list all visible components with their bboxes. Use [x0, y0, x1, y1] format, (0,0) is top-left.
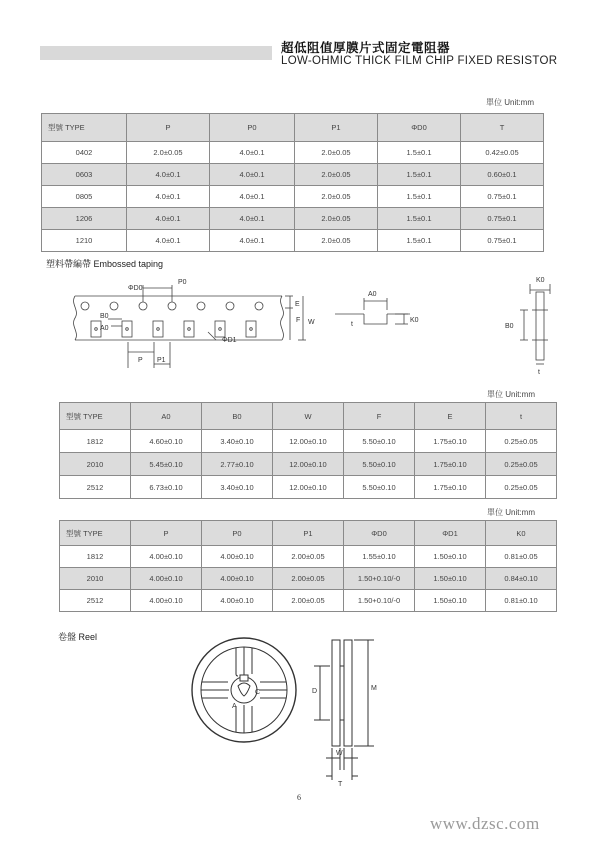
table-cell: 1.5±0.1 — [378, 142, 461, 164]
table-cell: 4.00±0.10 — [131, 546, 202, 568]
table-cell: 2.0±0.05 — [295, 208, 378, 230]
table3-header: P0 — [202, 521, 273, 546]
table-cell: 4.00±0.10 — [202, 568, 273, 590]
table-cell: 2.0±0.05 — [295, 230, 378, 252]
table-cell: 1.5±0.1 — [378, 230, 461, 252]
label-w: W — [308, 319, 315, 326]
title-chinese: 超低阻值厚膜片式固定電阻器 — [281, 41, 451, 55]
table2-unit: 單位 Unit:mm — [487, 390, 535, 399]
table2-header: F — [344, 403, 415, 430]
table-row — [42, 142, 544, 164]
table-row — [60, 590, 557, 612]
table-cell: 1.5±0.1 — [378, 164, 461, 186]
reel-label-c: C — [255, 689, 261, 696]
table-cell: 4.0±0.1 — [210, 164, 295, 186]
table-cell: 1.75±0.10 — [415, 430, 486, 453]
table-cell: 1210 — [42, 230, 127, 252]
table-cell: 0.81±0.10 — [486, 590, 557, 612]
table-row — [60, 568, 557, 590]
table2-header: t — [486, 403, 557, 430]
label-t-end: t — [538, 369, 540, 376]
label-t-side: t — [351, 321, 353, 328]
table-cell: 4.00±0.10 — [131, 590, 202, 612]
table-cell: 2512 — [60, 476, 131, 499]
table-cell: 4.0±0.1 — [210, 142, 295, 164]
table3-header: P — [131, 521, 202, 546]
table-cell: 1206 — [42, 208, 127, 230]
table2-spec — [59, 402, 557, 499]
table-cell: 0603 — [42, 164, 127, 186]
table-row — [42, 230, 544, 252]
label-p1: P1 — [157, 357, 166, 364]
table-row — [42, 164, 544, 186]
table1-header: 型號 TYPE — [42, 114, 127, 142]
table2-header: 型號 TYPE — [60, 403, 131, 430]
table-row — [60, 453, 557, 476]
embossed-taping-diagram — [0, 268, 600, 380]
table-cell: 2.00±0.05 — [273, 546, 344, 568]
table2-header: B0 — [202, 403, 273, 430]
label-e: E — [295, 301, 300, 308]
table-cell: 5.50±0.10 — [344, 476, 415, 499]
table-cell: 1.50±0.10 — [415, 590, 486, 612]
table-cell: 4.0±0.1 — [210, 208, 295, 230]
table-row — [42, 186, 544, 208]
embossed-taping-label: 塑料帶編帶 Embossed taping — [46, 259, 164, 269]
table1-header: P — [127, 114, 210, 142]
table-cell: 0.25±0.05 — [486, 476, 557, 499]
table-cell: 12.00±0.10 — [273, 430, 344, 453]
table-cell: 1.75±0.10 — [415, 453, 486, 476]
table3-unit: 單位 Unit:mm — [487, 508, 535, 517]
table-cell: 0.81±0.05 — [486, 546, 557, 568]
header-gray-bar — [40, 46, 272, 60]
table-cell: 1.50±0.10 — [415, 546, 486, 568]
table-cell: 1.5±0.1 — [378, 208, 461, 230]
table-cell: 2.0±0.05 — [295, 142, 378, 164]
table-cell: 3.40±0.10 — [202, 476, 273, 499]
table-cell: 2.0±0.05 — [127, 142, 210, 164]
table3-header: P1 — [273, 521, 344, 546]
table-cell: 5.50±0.10 — [344, 453, 415, 476]
table-cell: 4.0±0.1 — [127, 208, 210, 230]
table-cell: 5.50±0.10 — [344, 430, 415, 453]
table-cell: 0.25±0.05 — [486, 430, 557, 453]
table-cell: 1812 — [60, 546, 131, 568]
table-cell: 4.0±0.1 — [210, 186, 295, 208]
table-row — [42, 208, 544, 230]
table-row — [60, 430, 557, 453]
table1-spec — [41, 113, 544, 252]
watermark: www.dzsc.com — [430, 814, 540, 833]
table-cell: 0.60±0.1 — [461, 164, 544, 186]
reel-label-w: W — [336, 750, 343, 757]
table3-header: K0 — [486, 521, 557, 546]
table-cell: 2.0±0.05 — [295, 186, 378, 208]
label-d0: ΦD0 — [128, 285, 143, 292]
table-cell: 5.45±0.10 — [131, 453, 202, 476]
reel-diagram — [0, 630, 600, 790]
reel-label-a: A — [232, 703, 237, 710]
label-k0-end: K0 — [536, 277, 545, 284]
table-cell: 0402 — [42, 142, 127, 164]
table3-header: 型號 TYPE — [60, 521, 131, 546]
table-row — [60, 546, 557, 568]
table-cell: 6.73±0.10 — [131, 476, 202, 499]
table-cell: 4.0±0.1 — [127, 230, 210, 252]
table-cell: 2512 — [60, 590, 131, 612]
table-cell: 4.0±0.1 — [127, 164, 210, 186]
table-cell: 2010 — [60, 453, 131, 476]
table1-header: P0 — [210, 114, 295, 142]
table-cell: 0.25±0.05 — [486, 453, 557, 476]
table-cell: 1.50±0.10 — [415, 568, 486, 590]
table1-unit: 單位 Unit:mm — [486, 98, 534, 107]
table3-header-row — [60, 521, 557, 546]
table-cell: 4.0±0.1 — [210, 230, 295, 252]
table3-spec — [59, 520, 557, 612]
table-cell: 1812 — [60, 430, 131, 453]
table-cell: 0.75±0.1 — [461, 230, 544, 252]
table2-header: E — [415, 403, 486, 430]
table-cell: 2.00±0.05 — [273, 568, 344, 590]
table1-header-row — [42, 114, 544, 142]
table-cell: 4.00±0.10 — [202, 546, 273, 568]
table2-header: A0 — [131, 403, 202, 430]
table2-header: W — [273, 403, 344, 430]
table-cell: 0.42±0.05 — [461, 142, 544, 164]
table-cell: 0.75±0.1 — [461, 208, 544, 230]
label-k0-side: K0 — [410, 317, 419, 324]
table-cell: 0.84±0.10 — [486, 568, 557, 590]
label-p: P — [138, 357, 143, 364]
table-cell: 3.40±0.10 — [202, 430, 273, 453]
table-cell: 2.77±0.10 — [202, 453, 273, 476]
table-cell: 12.00±0.10 — [273, 476, 344, 499]
table1-header: T — [461, 114, 544, 142]
table-cell: 4.60±0.10 — [131, 430, 202, 453]
label-a0: A0 — [100, 325, 109, 332]
reel-label-d: D — [312, 688, 318, 695]
table3-header: ΦD0 — [344, 521, 415, 546]
table-cell: 2010 — [60, 568, 131, 590]
table3-header: ΦD1 — [415, 521, 486, 546]
table-cell: 1.50+0.10/-0 — [344, 590, 415, 612]
table1-header: P1 — [295, 114, 378, 142]
table-cell: 0805 — [42, 186, 127, 208]
table-cell: 1.50+0.10/-0 — [344, 568, 415, 590]
table-cell: 4.00±0.10 — [131, 568, 202, 590]
table-cell: 2.0±0.05 — [295, 164, 378, 186]
table2-header-row — [60, 403, 557, 430]
table-cell: 4.00±0.10 — [202, 590, 273, 612]
table-cell: 4.0±0.1 — [127, 186, 210, 208]
label-b0: B0 — [100, 313, 109, 320]
title-english: LOW-OHMIC THICK FILM CHIP FIXED RESISTOR — [281, 55, 558, 67]
table-row — [60, 476, 557, 499]
table-cell: 1.5±0.1 — [378, 186, 461, 208]
table-cell: 0.75±0.1 — [461, 186, 544, 208]
label-f: F — [296, 317, 301, 324]
table1-header: ΦD0 — [378, 114, 461, 142]
label-a0-side: A0 — [368, 291, 377, 298]
label-p0: P0 — [178, 279, 187, 286]
table-cell: 12.00±0.10 — [273, 453, 344, 476]
table-cell: 1.55±0.10 — [344, 546, 415, 568]
table-cell: 2.00±0.05 — [273, 590, 344, 612]
reel-label: 卷盤 Reel — [58, 632, 98, 642]
label-d1: ΦD1 — [222, 337, 237, 344]
label-b0-end: B0 — [505, 323, 514, 330]
page-number: 6 — [297, 793, 301, 802]
reel-label-t: T — [338, 781, 343, 788]
table-cell: 1.75±0.10 — [415, 476, 486, 499]
reel-label-m: M — [371, 685, 377, 692]
